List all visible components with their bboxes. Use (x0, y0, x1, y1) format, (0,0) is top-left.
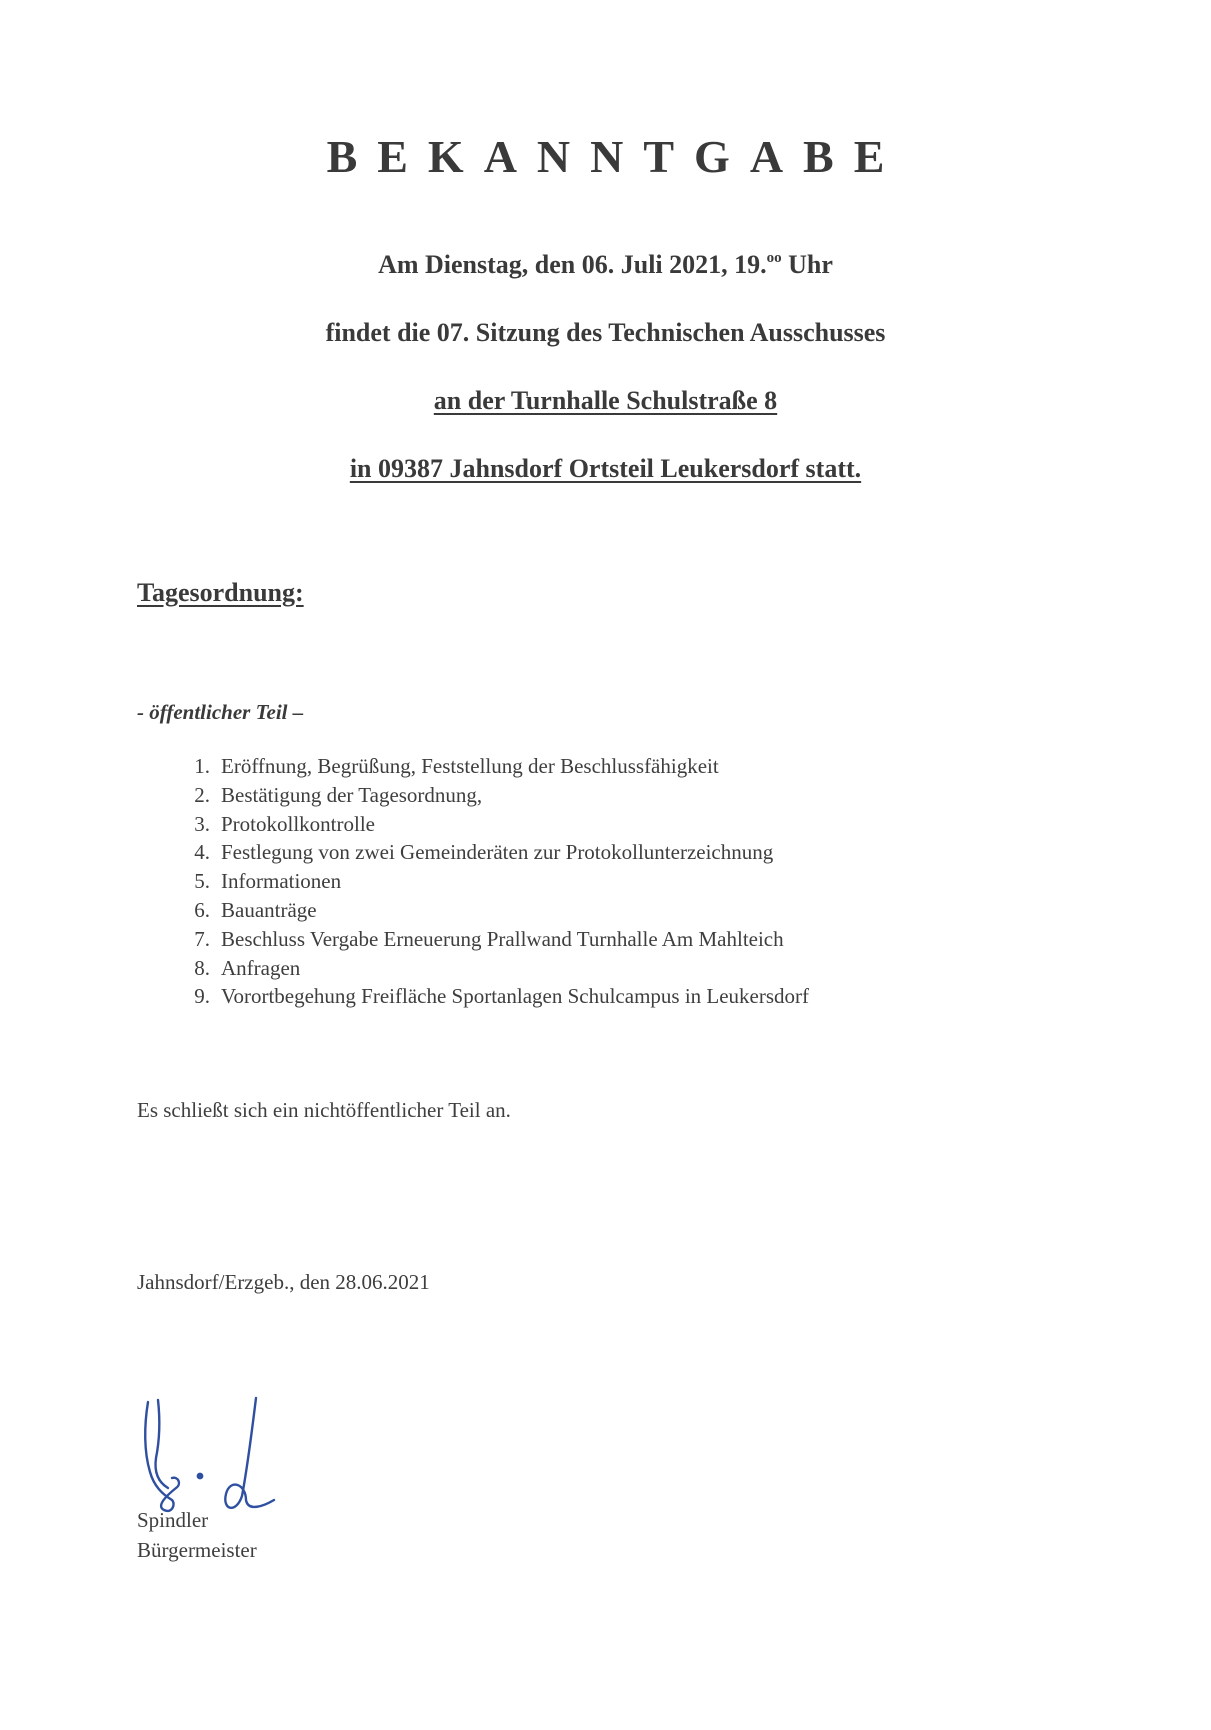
date-time-line (0, 250, 1211, 280)
location-text: in 09387 Jahnsdorf Ortsteil Leukersdorf statt. (349, 454, 862, 483)
list-item (170, 954, 809, 983)
item-text: Vorortbegehung Freifläche Sportanlagen Schulcampus in Leukersdorf (221, 984, 810, 1009)
agenda-heading: Tagesordnung: (137, 578, 304, 607)
item-text: Anfragen (221, 955, 301, 980)
item-text: Bauanträge (221, 897, 317, 922)
date-time-text: Am Dienstag, den 06. Juli 2021, 19. (378, 250, 767, 279)
list-item (170, 925, 809, 954)
venue-text: an der Turnhalle Schulstraße 8 (433, 386, 778, 415)
public-part-label: - öffentlicher Teil – (137, 700, 304, 724)
list-item (170, 896, 809, 925)
agenda-list (170, 752, 809, 1011)
signatory-name: Spindler (137, 1508, 209, 1532)
list-item (170, 982, 809, 1011)
item-number: 6. (194, 897, 210, 922)
item-number: 7. (194, 926, 210, 951)
item-number: 9. (194, 984, 210, 1009)
document-title: BEKANNTGABE (326, 131, 905, 182)
item-number: 4. (194, 840, 210, 865)
item-text: Bestätigung der Tagesordnung, (221, 782, 483, 807)
list-item (170, 810, 809, 839)
item-number: 1. (194, 754, 210, 778)
item-text: Eröffnung, Begrüßung, Feststellung der Beschlussfähigkeit (221, 754, 719, 778)
venue-line (0, 386, 1211, 416)
list-item (170, 867, 809, 896)
list-item (170, 781, 809, 810)
list-item (170, 752, 809, 781)
item-number: 5. (194, 869, 210, 894)
item-number: 2. (194, 782, 210, 807)
time-suffix: Uhr (781, 250, 833, 279)
signature-icon (138, 1390, 308, 1525)
closing-note: Es schließt sich ein nichtöffentlicher Teil an. (137, 1098, 511, 1122)
meeting-line: findet die 07. Sitzung des Technischen Ausschusses (325, 318, 886, 347)
time-superscript: oo (766, 250, 782, 266)
signatory-role: Bürgermeister (137, 1538, 257, 1562)
place-date: Jahnsdorf/Erzgeb., den 28.06.2021 (137, 1270, 430, 1294)
item-text: Informationen (221, 869, 342, 894)
item-text: Festlegung von zwei Gemeinderäten zur Protokollunterzeichnung (221, 840, 774, 865)
item-text: Beschluss Vergabe Erneuerung Prallwand Turnhalle Am Mahlteich (221, 926, 784, 951)
item-text: Protokollkontrolle (221, 811, 375, 836)
item-number: 3. (194, 811, 210, 836)
item-number: 8. (194, 955, 210, 980)
location-line (0, 454, 1211, 484)
list-item (170, 838, 809, 867)
